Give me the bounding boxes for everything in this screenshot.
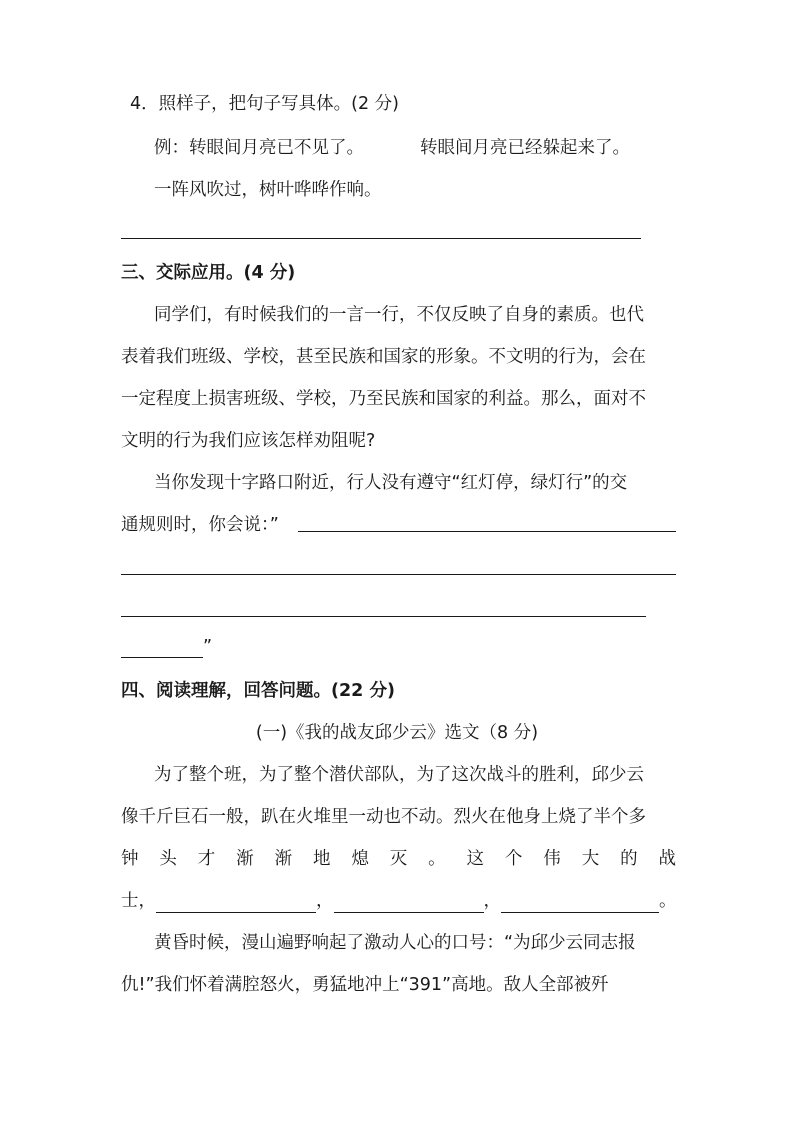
spaced-char: 大 — [581, 849, 600, 869]
section3-heading: 三、交际应用。(4 分) — [121, 263, 296, 283]
section3-para1-line1: 同学们，有时候我们的一言一行，不仅反映了自身的素质。也代 — [154, 305, 644, 325]
spaced-char: 战 — [658, 849, 676, 869]
fill-blank-3[interactable] — [501, 894, 659, 913]
section3-answer-line-3 — [121, 616, 646, 617]
passage-spaced-line — [121, 847, 676, 871]
fill-sep-2: ， — [483, 891, 501, 911]
passage-fill-line — [121, 889, 676, 913]
spaced-char: 头 — [159, 849, 177, 869]
section3-para1-line4: 文明的行为我们应该怎样劝阻呢? — [121, 431, 376, 451]
passage-para2-line1: 黄昏时候，漫山遍野响起了激动人心的口号：“为邱少云同志报 — [154, 933, 636, 953]
spaced-char: 。 — [428, 849, 446, 869]
spaced-char: 渐 — [236, 849, 254, 869]
section3-answer-line-4 — [121, 657, 203, 658]
passage-line2: 像千斤巨石一般，趴在火堆里一动也不动。烈火在他身上烧了半个多 — [121, 807, 646, 827]
section3-answer-line-2 — [121, 574, 676, 575]
passage-para2-line2: 仇!”我们怀着满腔怒火，勇猛地冲上“391”高地。敌人全部被歼 — [121, 975, 609, 995]
q4-prompt: 一阵风吹过，树叶哗哗作响。 — [154, 180, 382, 200]
passage-line1: 为了整个班，为了整个潜伏部队，为了这次战斗的胜利，邱少云 — [154, 765, 644, 785]
spaced-char: 渐 — [274, 849, 293, 869]
section3-para1-line3: 一定程度上损害班级、学校，乃至民族和国家的利益。那么，面对不 — [121, 389, 646, 409]
fill-prefix: 士， — [121, 891, 156, 911]
spaced-char: 灭 — [389, 849, 408, 869]
fill-blank-2[interactable] — [334, 894, 484, 913]
fill-sep-1: ， — [316, 891, 334, 911]
section3-para1-line2: 表着我们班级、学校，甚至民族和国家的形象。不文明的行为，会在 — [121, 347, 646, 367]
spaced-char: 伟 — [543, 849, 561, 869]
section3-para2-line1: 当你发现十字路口附近，行人没有遵守“红灯停，绿灯行”的交 — [154, 473, 628, 493]
q4-title: 4．照样子，把句子写具体。(2 分) — [130, 94, 399, 114]
spaced-char: 的 — [620, 849, 638, 869]
section3-para2-line2: 通规则时，你会说：” — [121, 515, 279, 535]
spaced-char: 才 — [197, 849, 216, 869]
q4-answer-line — [121, 238, 641, 239]
spaced-char: 这 — [466, 849, 485, 869]
q4-example-answer: 转眼间月亮已经躲起来了。 — [420, 138, 630, 158]
spaced-char: 钟 — [121, 849, 139, 869]
fill-end: 。 — [659, 891, 677, 911]
section4-heading: 四、阅读理解，回答问题。(22 分) — [121, 681, 395, 701]
fill-blank-1[interactable] — [156, 894, 316, 913]
section3-answer-line-1 — [298, 531, 676, 532]
passage-title: (一)《我的战友邱少云》选文（8 分) — [255, 723, 539, 743]
q4-example-label: 例：转眼间月亮已不见了。 — [154, 138, 364, 158]
spaced-char: 地 — [312, 849, 331, 869]
spaced-char: 熄 — [351, 849, 369, 869]
section3-closing-quote: ” — [203, 637, 213, 657]
spaced-char: 个 — [504, 849, 523, 869]
